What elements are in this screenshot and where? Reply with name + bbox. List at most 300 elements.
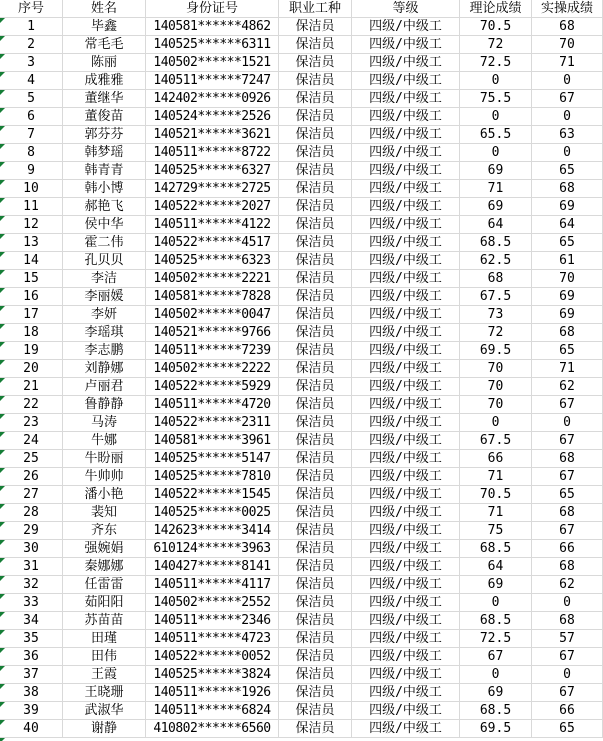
cell-name[interactable]: 成雅雅 bbox=[63, 72, 146, 90]
cell-name[interactable]: 郭芬芬 bbox=[63, 126, 146, 144]
cell-occupation[interactable]: 保洁员 bbox=[279, 36, 352, 54]
cell-name[interactable]: 谢静 bbox=[63, 720, 146, 738]
cell-occupation[interactable]: 保洁员 bbox=[279, 108, 352, 126]
cell-occupation[interactable]: 保洁员 bbox=[279, 126, 352, 144]
cell-level[interactable]: 四级/中级工 bbox=[352, 720, 460, 738]
cell-level[interactable]: 四级/中级工 bbox=[352, 216, 460, 234]
cell-id-number[interactable]: 140511******4723 bbox=[146, 630, 279, 648]
cell-id-number[interactable]: 140522******2311 bbox=[146, 414, 279, 432]
cell-index[interactable]: 8 bbox=[0, 144, 63, 162]
cell-practical-score[interactable]: 67 bbox=[532, 648, 603, 666]
cell-index[interactable]: 30 bbox=[0, 540, 63, 558]
cell-index[interactable]: 7 bbox=[0, 126, 63, 144]
cell-practical-score[interactable]: 65 bbox=[532, 342, 603, 360]
cell-index[interactable]: 11 bbox=[0, 198, 63, 216]
cell-id-number[interactable]: 140502******2221 bbox=[146, 270, 279, 288]
cell-name[interactable]: 侯中华 bbox=[63, 216, 146, 234]
column-header-level[interactable]: 等级 bbox=[352, 0, 460, 18]
error-indicator-icon bbox=[0, 18, 5, 23]
error-indicator-icon bbox=[0, 306, 5, 311]
cell-theory-score[interactable]: 69.5 bbox=[460, 720, 532, 738]
cell-occupation[interactable]: 保洁员 bbox=[279, 360, 352, 378]
cell-theory-score[interactable]: 68.5 bbox=[460, 702, 532, 720]
cell-index[interactable]: 5 bbox=[0, 90, 63, 108]
cell-id-number[interactable]: 140427******8141 bbox=[146, 558, 279, 576]
cell-practical-score[interactable]: 68 bbox=[532, 612, 603, 630]
cell-level[interactable]: 四级/中级工 bbox=[352, 522, 460, 540]
cell-index[interactable]: 21 bbox=[0, 378, 63, 396]
cell-theory-score[interactable]: 68.5 bbox=[460, 540, 532, 558]
cell-level[interactable]: 四级/中级工 bbox=[352, 36, 460, 54]
cell-practical-score[interactable]: 65 bbox=[532, 234, 603, 252]
cell-occupation[interactable]: 保洁员 bbox=[279, 414, 352, 432]
cell-theory-score[interactable]: 67.5 bbox=[460, 288, 532, 306]
cell-index[interactable]: 33 bbox=[0, 594, 63, 612]
cell-id-number[interactable]: 140511******4122 bbox=[146, 216, 279, 234]
cell-index[interactable]: 26 bbox=[0, 468, 63, 486]
cell-practical-score[interactable]: 67 bbox=[532, 432, 603, 450]
cell-name[interactable]: 霍二伟 bbox=[63, 234, 146, 252]
cell-occupation[interactable]: 保洁员 bbox=[279, 630, 352, 648]
cell-theory-score[interactable]: 71 bbox=[460, 180, 532, 198]
cell-practical-score[interactable]: 61 bbox=[532, 252, 603, 270]
cell-level[interactable]: 四级/中级工 bbox=[352, 288, 460, 306]
cell-name[interactable]: 潘小艳 bbox=[63, 486, 146, 504]
error-indicator-icon bbox=[0, 90, 5, 95]
cell-name[interactable]: 孔贝贝 bbox=[63, 252, 146, 270]
cell-index[interactable]: 24 bbox=[0, 432, 63, 450]
cell-id-number[interactable]: 140502******1521 bbox=[146, 54, 279, 72]
cell-occupation[interactable]: 保洁员 bbox=[279, 558, 352, 576]
cell-practical-score[interactable]: 0 bbox=[532, 108, 603, 126]
cell-occupation[interactable]: 保洁员 bbox=[279, 90, 352, 108]
cell-occupation[interactable]: 保洁员 bbox=[279, 252, 352, 270]
cell-occupation[interactable]: 保洁员 bbox=[279, 288, 352, 306]
cell-practical-score[interactable]: 68 bbox=[532, 180, 603, 198]
cell-level[interactable]: 四级/中级工 bbox=[352, 306, 460, 324]
cell-name[interactable]: 卢丽君 bbox=[63, 378, 146, 396]
cell-practical-score[interactable]: 69 bbox=[532, 306, 603, 324]
cell-level[interactable]: 四级/中级工 bbox=[352, 360, 460, 378]
cell-theory-score[interactable]: 69 bbox=[460, 198, 532, 216]
cell-practical-score[interactable]: 69 bbox=[532, 198, 603, 216]
cell-index[interactable]: 32 bbox=[0, 576, 63, 594]
cell-id-number[interactable]: 140511******4720 bbox=[146, 396, 279, 414]
cell-id-number[interactable]: 140511******2346 bbox=[146, 612, 279, 630]
cell-theory-score[interactable]: 67.5 bbox=[460, 432, 532, 450]
cell-occupation[interactable]: 保洁员 bbox=[279, 450, 352, 468]
cell-occupation[interactable]: 保洁员 bbox=[279, 180, 352, 198]
cell-theory-score[interactable]: 69 bbox=[460, 684, 532, 702]
cell-name[interactable]: 陈丽 bbox=[63, 54, 146, 72]
cell-occupation[interactable]: 保洁员 bbox=[279, 216, 352, 234]
column-header-id-number[interactable]: 身份证号 bbox=[146, 0, 279, 18]
cell-practical-score[interactable]: 68 bbox=[532, 504, 603, 522]
cell-index[interactable]: 10 bbox=[0, 180, 63, 198]
cell-name[interactable]: 董继华 bbox=[63, 90, 146, 108]
cell-practical-score[interactable]: 67 bbox=[532, 90, 603, 108]
cell-practical-score[interactable]: 66 bbox=[532, 702, 603, 720]
cell-id-number[interactable]: 410802******6560 bbox=[146, 720, 279, 738]
cell-name[interactable]: 任雷雷 bbox=[63, 576, 146, 594]
cell-name[interactable]: 常毛毛 bbox=[63, 36, 146, 54]
cell-theory-score[interactable]: 64 bbox=[460, 216, 532, 234]
cell-occupation[interactable]: 保洁员 bbox=[279, 306, 352, 324]
cell-index[interactable]: 40 bbox=[0, 720, 63, 738]
error-indicator-icon bbox=[0, 504, 5, 509]
cell-name[interactable]: 武淑华 bbox=[63, 702, 146, 720]
cell-index[interactable]: 27 bbox=[0, 486, 63, 504]
cell-id-number[interactable]: 142729******2725 bbox=[146, 180, 279, 198]
cell-name[interactable]: 李志鹏 bbox=[63, 342, 146, 360]
cell-name[interactable]: 牛盼丽 bbox=[63, 450, 146, 468]
cell-occupation[interactable]: 保洁员 bbox=[279, 18, 352, 36]
header-row bbox=[0, 0, 603, 18]
cell-theory-score[interactable]: 69 bbox=[460, 162, 532, 180]
cell-level[interactable]: 四级/中级工 bbox=[352, 90, 460, 108]
column-header-occupation[interactable]: 职业工种 bbox=[279, 0, 352, 18]
cell-name[interactable]: 李妍 bbox=[63, 306, 146, 324]
cell-theory-score[interactable]: 72.5 bbox=[460, 630, 532, 648]
cell-index[interactable]: 37 bbox=[0, 666, 63, 684]
cell-level[interactable]: 四级/中级工 bbox=[352, 198, 460, 216]
cell-level[interactable]: 四级/中级工 bbox=[352, 342, 460, 360]
cell-id-number[interactable]: 142402******0926 bbox=[146, 90, 279, 108]
cell-occupation[interactable]: 保洁员 bbox=[279, 702, 352, 720]
cell-occupation[interactable]: 保洁员 bbox=[279, 504, 352, 522]
cell-level[interactable]: 四级/中级工 bbox=[352, 558, 460, 576]
cell-level[interactable]: 四级/中级工 bbox=[352, 54, 460, 72]
cell-id-number[interactable]: 140511******7239 bbox=[146, 342, 279, 360]
cell-theory-score[interactable]: 0 bbox=[460, 108, 532, 126]
cell-level[interactable]: 四级/中级工 bbox=[352, 594, 460, 612]
cell-practical-score[interactable]: 65 bbox=[532, 486, 603, 504]
cell-practical-score[interactable]: 62 bbox=[532, 378, 603, 396]
cell-occupation[interactable]: 保洁员 bbox=[279, 486, 352, 504]
cell-theory-score[interactable]: 71 bbox=[460, 504, 532, 522]
cell-name[interactable]: 刘静娜 bbox=[63, 360, 146, 378]
cell-occupation[interactable]: 保洁员 bbox=[279, 234, 352, 252]
cell-name[interactable]: 郝艳飞 bbox=[63, 198, 146, 216]
cell-name[interactable]: 牛帅帅 bbox=[63, 468, 146, 486]
cell-level[interactable]: 四级/中级工 bbox=[352, 702, 460, 720]
error-indicator-icon bbox=[0, 450, 5, 455]
cell-name[interactable]: 李丽媛 bbox=[63, 288, 146, 306]
cell-id-number[interactable]: 140525******3824 bbox=[146, 666, 279, 684]
cell-level[interactable]: 四级/中级工 bbox=[352, 126, 460, 144]
cell-occupation[interactable]: 保洁员 bbox=[279, 396, 352, 414]
cell-theory-score[interactable]: 65.5 bbox=[460, 126, 532, 144]
cell-level[interactable]: 四级/中级工 bbox=[352, 684, 460, 702]
cell-theory-score[interactable]: 70.5 bbox=[460, 486, 532, 504]
cell-theory-score[interactable]: 68 bbox=[460, 270, 532, 288]
cell-occupation[interactable]: 保洁员 bbox=[279, 612, 352, 630]
cell-level[interactable]: 四级/中级工 bbox=[352, 468, 460, 486]
cell-practical-score[interactable]: 70 bbox=[532, 270, 603, 288]
cell-practical-score[interactable]: 57 bbox=[532, 630, 603, 648]
cell-name[interactable]: 韩小博 bbox=[63, 180, 146, 198]
cell-occupation[interactable]: 保洁员 bbox=[279, 378, 352, 396]
column-header-index[interactable]: 序号 bbox=[0, 0, 63, 18]
cell-level[interactable]: 四级/中级工 bbox=[352, 234, 460, 252]
cell-level[interactable]: 四级/中级工 bbox=[352, 396, 460, 414]
cell-index[interactable]: 25 bbox=[0, 450, 63, 468]
cell-name[interactable]: 田瑾 bbox=[63, 630, 146, 648]
cell-index[interactable]: 38 bbox=[0, 684, 63, 702]
cell-theory-score[interactable]: 66 bbox=[460, 450, 532, 468]
cell-id-number[interactable]: 140581******3961 bbox=[146, 432, 279, 450]
cell-occupation[interactable]: 保洁员 bbox=[279, 72, 352, 90]
cell-index[interactable]: 2 bbox=[0, 36, 63, 54]
cell-id-number[interactable]: 140511******4117 bbox=[146, 576, 279, 594]
cell-id-number[interactable]: 140522******1545 bbox=[146, 486, 279, 504]
cell-index[interactable]: 31 bbox=[0, 558, 63, 576]
cell-index[interactable]: 1 bbox=[0, 18, 63, 36]
cell-theory-score[interactable]: 70 bbox=[460, 360, 532, 378]
cell-index[interactable]: 6 bbox=[0, 108, 63, 126]
cell-occupation[interactable]: 保洁员 bbox=[279, 666, 352, 684]
cell-name[interactable]: 强婉娟 bbox=[63, 540, 146, 558]
cell-level[interactable]: 四级/中级工 bbox=[352, 486, 460, 504]
cell-practical-score[interactable]: 67 bbox=[532, 522, 603, 540]
column-header-practical-score[interactable]: 实操成绩 bbox=[532, 0, 603, 18]
cell-name[interactable]: 马涛 bbox=[63, 414, 146, 432]
cell-theory-score[interactable]: 67 bbox=[460, 648, 532, 666]
cell-id-number[interactable]: 140522******5929 bbox=[146, 378, 279, 396]
cell-level[interactable]: 四级/中级工 bbox=[352, 144, 460, 162]
cell-name[interactable]: 秦娜娜 bbox=[63, 558, 146, 576]
error-indicator-icon bbox=[0, 612, 5, 617]
cell-name[interactable]: 毕鑫 bbox=[63, 18, 146, 36]
cell-practical-score[interactable]: 63 bbox=[532, 126, 603, 144]
cell-id-number[interactable]: 140511******7247 bbox=[146, 72, 279, 90]
cell-theory-score[interactable]: 71 bbox=[460, 468, 532, 486]
table-row bbox=[0, 594, 603, 612]
cell-id-number[interactable]: 140511******8722 bbox=[146, 144, 279, 162]
cell-index[interactable]: 36 bbox=[0, 648, 63, 666]
cell-theory-score[interactable]: 0 bbox=[460, 666, 532, 684]
cell-name[interactable]: 裴知 bbox=[63, 504, 146, 522]
cell-occupation[interactable]: 保洁员 bbox=[279, 432, 352, 450]
cell-index[interactable]: 23 bbox=[0, 414, 63, 432]
cell-theory-score[interactable]: 64 bbox=[460, 558, 532, 576]
cell-id-number[interactable]: 140525******6323 bbox=[146, 252, 279, 270]
cell-name[interactable]: 茹阳阳 bbox=[63, 594, 146, 612]
cell-id-number[interactable]: 610124******3963 bbox=[146, 540, 279, 558]
cell-level[interactable]: 四级/中级工 bbox=[352, 648, 460, 666]
cell-index[interactable]: 20 bbox=[0, 360, 63, 378]
cell-name[interactable]: 韩梦瑶 bbox=[63, 144, 146, 162]
cell-level[interactable]: 四级/中级工 bbox=[352, 252, 460, 270]
cell-level[interactable]: 四级/中级工 bbox=[352, 324, 460, 342]
cell-index[interactable]: 15 bbox=[0, 270, 63, 288]
cell-id-number[interactable]: 140581******4862 bbox=[146, 18, 279, 36]
cell-level[interactable]: 四级/中级工 bbox=[352, 108, 460, 126]
column-header-theory-score[interactable]: 理论成绩 bbox=[460, 0, 532, 18]
cell-practical-score[interactable]: 64 bbox=[532, 216, 603, 234]
cell-theory-score[interactable]: 0 bbox=[460, 144, 532, 162]
cell-practical-score[interactable]: 0 bbox=[532, 72, 603, 90]
cell-theory-score[interactable]: 68.5 bbox=[460, 612, 532, 630]
cell-id-number[interactable]: 140525******5147 bbox=[146, 450, 279, 468]
cell-id-number[interactable]: 140581******7828 bbox=[146, 288, 279, 306]
cell-level[interactable]: 四级/中级工 bbox=[352, 540, 460, 558]
cell-name[interactable]: 李瑶琪 bbox=[63, 324, 146, 342]
cell-index[interactable]: 19 bbox=[0, 342, 63, 360]
cell-index[interactable]: 18 bbox=[0, 324, 63, 342]
cell-index[interactable]: 35 bbox=[0, 630, 63, 648]
cell-name[interactable]: 韩青青 bbox=[63, 162, 146, 180]
cell-level[interactable]: 四级/中级工 bbox=[352, 504, 460, 522]
cell-index[interactable]: 16 bbox=[0, 288, 63, 306]
cell-index[interactable]: 13 bbox=[0, 234, 63, 252]
cell-theory-score[interactable]: 73 bbox=[460, 306, 532, 324]
cell-theory-score[interactable]: 0 bbox=[460, 594, 532, 612]
cell-theory-score[interactable]: 75.5 bbox=[460, 90, 532, 108]
cell-level[interactable]: 四级/中级工 bbox=[352, 666, 460, 684]
cell-level[interactable]: 四级/中级工 bbox=[352, 378, 460, 396]
cell-id-number[interactable]: 140511******6824 bbox=[146, 702, 279, 720]
cell-practical-score[interactable]: 69 bbox=[532, 288, 603, 306]
cell-practical-score[interactable]: 71 bbox=[532, 54, 603, 72]
cell-practical-score[interactable]: 67 bbox=[532, 684, 603, 702]
error-indicator-icon bbox=[0, 558, 5, 563]
cell-name[interactable]: 王晓珊 bbox=[63, 684, 146, 702]
cell-practical-score[interactable]: 66 bbox=[532, 540, 603, 558]
cell-level[interactable]: 四级/中级工 bbox=[352, 162, 460, 180]
cell-id-number[interactable]: 140522******0052 bbox=[146, 648, 279, 666]
cell-id-number[interactable]: 140525******7810 bbox=[146, 468, 279, 486]
cell-id-number[interactable]: 140522******4517 bbox=[146, 234, 279, 252]
cell-id-number[interactable]: 140525******0025 bbox=[146, 504, 279, 522]
cell-practical-score[interactable]: 67 bbox=[532, 468, 603, 486]
cell-practical-score[interactable]: 68 bbox=[532, 18, 603, 36]
cell-id-number[interactable]: 140521******3621 bbox=[146, 126, 279, 144]
cell-level[interactable]: 四级/中级工 bbox=[352, 612, 460, 630]
cell-index[interactable]: 29 bbox=[0, 522, 63, 540]
cell-name[interactable]: 李洁 bbox=[63, 270, 146, 288]
cell-occupation[interactable]: 保洁员 bbox=[279, 162, 352, 180]
cell-id-number[interactable]: 140525******6311 bbox=[146, 36, 279, 54]
cell-occupation[interactable]: 保洁员 bbox=[279, 324, 352, 342]
cell-occupation[interactable]: 保洁员 bbox=[279, 684, 352, 702]
cell-practical-score[interactable]: 65 bbox=[532, 720, 603, 738]
cell-name[interactable]: 鲁静静 bbox=[63, 396, 146, 414]
error-indicator-icon bbox=[0, 162, 5, 167]
cell-level[interactable]: 四级/中级工 bbox=[352, 630, 460, 648]
cell-occupation[interactable]: 保洁员 bbox=[279, 594, 352, 612]
cell-practical-score[interactable]: 65 bbox=[532, 162, 603, 180]
cell-occupation[interactable]: 保洁员 bbox=[279, 342, 352, 360]
cell-practical-score[interactable]: 0 bbox=[532, 594, 603, 612]
cell-occupation[interactable]: 保洁员 bbox=[279, 198, 352, 216]
cell-level[interactable]: 四级/中级工 bbox=[352, 180, 460, 198]
cell-name[interactable]: 齐东 bbox=[63, 522, 146, 540]
cell-index[interactable]: 14 bbox=[0, 252, 63, 270]
cell-id-number[interactable]: 140502******2552 bbox=[146, 594, 279, 612]
cell-level[interactable]: 四级/中级工 bbox=[352, 270, 460, 288]
cell-index[interactable]: 12 bbox=[0, 216, 63, 234]
cell-level[interactable]: 四级/中级工 bbox=[352, 414, 460, 432]
cell-theory-score[interactable]: 70 bbox=[460, 396, 532, 414]
cell-occupation[interactable]: 保洁员 bbox=[279, 540, 352, 558]
cell-theory-score[interactable]: 69 bbox=[460, 576, 532, 594]
cell-level[interactable]: 四级/中级工 bbox=[352, 18, 460, 36]
cell-name[interactable]: 王霞 bbox=[63, 666, 146, 684]
cell-practical-score[interactable]: 0 bbox=[532, 144, 603, 162]
cell-theory-score[interactable]: 62.5 bbox=[460, 252, 532, 270]
cell-theory-score[interactable]: 70 bbox=[460, 378, 532, 396]
cell-id-number[interactable]: 140502******0047 bbox=[146, 306, 279, 324]
cell-name[interactable]: 田伟 bbox=[63, 648, 146, 666]
cell-theory-score[interactable]: 72.5 bbox=[460, 54, 532, 72]
cell-practical-score[interactable]: 70 bbox=[532, 36, 603, 54]
cell-index[interactable]: 17 bbox=[0, 306, 63, 324]
cell-name[interactable]: 牛娜 bbox=[63, 432, 146, 450]
cell-theory-score[interactable]: 0 bbox=[460, 72, 532, 90]
cell-practical-score[interactable]: 0 bbox=[532, 414, 603, 432]
cell-theory-score[interactable]: 0 bbox=[460, 414, 532, 432]
cell-index[interactable]: 39 bbox=[0, 702, 63, 720]
cell-theory-score[interactable]: 72 bbox=[460, 324, 532, 342]
cell-index[interactable]: 3 bbox=[0, 54, 63, 72]
cell-occupation[interactable]: 保洁员 bbox=[279, 144, 352, 162]
table-row bbox=[0, 126, 603, 144]
cell-practical-score[interactable]: 71 bbox=[532, 360, 603, 378]
cell-practical-score[interactable]: 68 bbox=[532, 450, 603, 468]
cell-occupation[interactable]: 保洁员 bbox=[279, 270, 352, 288]
cell-id-number[interactable]: 140511******1926 bbox=[146, 684, 279, 702]
cell-occupation[interactable]: 保洁员 bbox=[279, 648, 352, 666]
cell-theory-score[interactable]: 75 bbox=[460, 522, 532, 540]
cell-name[interactable]: 苏苗苗 bbox=[63, 612, 146, 630]
error-indicator-icon bbox=[0, 144, 5, 149]
cell-id-number[interactable]: 140502******2222 bbox=[146, 360, 279, 378]
cell-index[interactable]: 22 bbox=[0, 396, 63, 414]
cell-theory-score[interactable]: 69.5 bbox=[460, 342, 532, 360]
cell-id-number[interactable]: 140524******2526 bbox=[146, 108, 279, 126]
cell-index[interactable]: 4 bbox=[0, 72, 63, 90]
cell-name[interactable]: 董俊苗 bbox=[63, 108, 146, 126]
cell-level[interactable]: 四级/中级工 bbox=[352, 72, 460, 90]
cell-theory-score[interactable]: 70.5 bbox=[460, 18, 532, 36]
cell-index[interactable]: 28 bbox=[0, 504, 63, 522]
cell-id-number[interactable]: 142623******3414 bbox=[146, 522, 279, 540]
cell-practical-score[interactable]: 68 bbox=[532, 558, 603, 576]
cell-theory-score[interactable]: 72 bbox=[460, 36, 532, 54]
cell-practical-score[interactable]: 0 bbox=[532, 666, 603, 684]
cell-id-number[interactable]: 140522******2027 bbox=[146, 198, 279, 216]
cell-theory-score[interactable]: 68.5 bbox=[460, 234, 532, 252]
cell-practical-score[interactable]: 68 bbox=[532, 324, 603, 342]
cell-id-number[interactable]: 140525******6327 bbox=[146, 162, 279, 180]
cell-level[interactable]: 四级/中级工 bbox=[352, 450, 460, 468]
table-row bbox=[0, 684, 603, 702]
cell-occupation[interactable]: 保洁员 bbox=[279, 522, 352, 540]
column-header-name[interactable]: 姓名 bbox=[63, 0, 146, 18]
cell-level[interactable]: 四级/中级工 bbox=[352, 432, 460, 450]
cell-level[interactable]: 四级/中级工 bbox=[352, 576, 460, 594]
cell-index[interactable]: 34 bbox=[0, 612, 63, 630]
cell-index[interactable]: 9 bbox=[0, 162, 63, 180]
cell-id-number[interactable]: 140521******9766 bbox=[146, 324, 279, 342]
cell-occupation[interactable]: 保洁员 bbox=[279, 468, 352, 486]
cell-occupation[interactable]: 保洁员 bbox=[279, 720, 352, 738]
cell-occupation[interactable]: 保洁员 bbox=[279, 54, 352, 72]
cell-occupation[interactable]: 保洁员 bbox=[279, 576, 352, 594]
cell-practical-score[interactable]: 62 bbox=[532, 576, 603, 594]
cell-practical-score[interactable]: 67 bbox=[532, 396, 603, 414]
